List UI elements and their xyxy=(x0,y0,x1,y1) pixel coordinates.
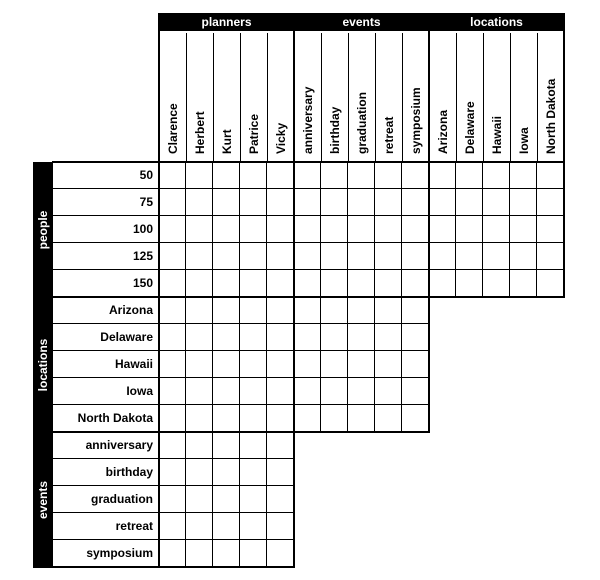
grid-cell[interactable] xyxy=(375,351,402,378)
column-label-text: graduation xyxy=(355,92,369,154)
column-label-text: symposium xyxy=(409,87,423,154)
grid-cell[interactable] xyxy=(213,216,240,243)
grid-cell[interactable] xyxy=(213,243,240,270)
grid-cell[interactable] xyxy=(267,270,294,297)
grid-cell[interactable] xyxy=(267,297,294,324)
grid-cell[interactable] xyxy=(429,270,456,297)
grid-cell[interactable] xyxy=(375,162,402,189)
grid-cell[interactable] xyxy=(510,189,537,216)
grid-cell[interactable] xyxy=(186,324,213,351)
grid-cell[interactable] xyxy=(159,243,186,270)
grid-cell[interactable] xyxy=(240,351,267,378)
grid-cell[interactable] xyxy=(240,270,267,297)
grid-cell[interactable] xyxy=(456,189,483,216)
grid-cell[interactable] xyxy=(537,189,564,216)
grid-cell[interactable] xyxy=(159,216,186,243)
grid-cell[interactable] xyxy=(267,324,294,351)
row-group-title: people xyxy=(36,210,50,249)
row-label-arizona: Arizona xyxy=(108,303,153,317)
grid-cell[interactable] xyxy=(375,378,402,405)
row-label-delaware: Delaware xyxy=(100,330,153,344)
grid-cell[interactable] xyxy=(267,162,294,189)
grid-cell[interactable] xyxy=(213,405,240,432)
grid-cell[interactable] xyxy=(294,216,321,243)
grid-cell[interactable] xyxy=(213,297,240,324)
grid-cell[interactable] xyxy=(159,459,186,486)
block-divider xyxy=(563,161,565,297)
block-divider xyxy=(428,296,430,432)
column-label-divider xyxy=(456,33,457,162)
grid-cell[interactable] xyxy=(240,243,267,270)
block-divider xyxy=(158,296,160,432)
grid-cell[interactable] xyxy=(213,459,240,486)
row-group-title: events xyxy=(36,480,50,519)
row-label-100: 100 xyxy=(132,222,153,236)
grid-cell[interactable] xyxy=(159,270,186,297)
grid-cell[interactable] xyxy=(456,270,483,297)
grid-cell[interactable] xyxy=(429,162,456,189)
grid-cell[interactable] xyxy=(186,486,213,513)
row-label-hawaii: Hawaii xyxy=(114,357,153,371)
grid-cell[interactable] xyxy=(159,513,186,540)
grid-cell[interactable] xyxy=(348,405,375,432)
grid-cell[interactable] xyxy=(240,432,267,459)
grid-cell[interactable] xyxy=(240,162,267,189)
column-label-text: Arizona xyxy=(436,109,450,154)
grid-cell[interactable] xyxy=(213,324,240,351)
column-label-text: Clarence xyxy=(166,103,180,154)
grid-cell[interactable] xyxy=(294,405,321,432)
column-group-divider xyxy=(158,13,160,162)
column-label-divider xyxy=(510,33,511,162)
grid-cell[interactable] xyxy=(213,189,240,216)
grid-cell[interactable] xyxy=(159,351,186,378)
grid-cell[interactable] xyxy=(456,162,483,189)
grid-cell[interactable] xyxy=(159,324,186,351)
block-divider xyxy=(293,296,295,432)
row-group-title: locations xyxy=(36,338,50,391)
grid-cell[interactable] xyxy=(240,459,267,486)
grid-cell[interactable] xyxy=(159,405,186,432)
grid-cell[interactable] xyxy=(240,540,267,567)
grid-cell[interactable] xyxy=(213,270,240,297)
grid-cell[interactable] xyxy=(294,162,321,189)
row-label-north-dakota: North Dakota xyxy=(77,411,153,425)
grid-cell[interactable] xyxy=(483,270,510,297)
row-label-left-border xyxy=(52,161,53,567)
block-divider xyxy=(158,431,160,567)
grid-cell[interactable] xyxy=(267,459,294,486)
grid-cell[interactable] xyxy=(321,351,348,378)
row-label-anniversary: anniversary xyxy=(85,438,153,452)
column-label-text: Patrice xyxy=(247,113,261,154)
grid-cell[interactable] xyxy=(267,513,294,540)
grid-cell[interactable] xyxy=(186,297,213,324)
grid-cell[interactable] xyxy=(402,189,429,216)
grid-cell[interactable] xyxy=(267,351,294,378)
grid-cell[interactable] xyxy=(348,297,375,324)
grid-cell[interactable] xyxy=(186,162,213,189)
grid-cell[interactable] xyxy=(348,378,375,405)
grid-cell[interactable] xyxy=(402,378,429,405)
grid-cell[interactable] xyxy=(186,459,213,486)
column-label-text: retreat xyxy=(382,116,396,154)
grid-cell[interactable] xyxy=(159,189,186,216)
grid-cell[interactable] xyxy=(429,216,456,243)
grid-cell[interactable] xyxy=(240,486,267,513)
grid-cell[interactable] xyxy=(213,540,240,567)
grid-cell[interactable] xyxy=(348,324,375,351)
grid-cell[interactable] xyxy=(267,540,294,567)
grid-cell[interactable] xyxy=(267,243,294,270)
column-group-header-planners: planners xyxy=(159,13,294,31)
row-label-iowa: Iowa xyxy=(126,384,153,398)
grid-cell[interactable] xyxy=(321,162,348,189)
grid-cell[interactable] xyxy=(294,243,321,270)
grid-cell[interactable] xyxy=(294,378,321,405)
grid-cell[interactable] xyxy=(510,162,537,189)
grid-cell[interactable] xyxy=(159,432,186,459)
column-label-text: Iowa xyxy=(517,127,531,154)
column-label-divider xyxy=(537,33,538,162)
grid-cell[interactable] xyxy=(402,162,429,189)
column-label-text: Vicky xyxy=(274,122,288,154)
column-label-divider xyxy=(267,33,268,162)
grid-cell[interactable] xyxy=(375,324,402,351)
grid-cell[interactable] xyxy=(186,270,213,297)
grid-cell[interactable] xyxy=(321,243,348,270)
grid-cell[interactable] xyxy=(159,162,186,189)
grid-cell[interactable] xyxy=(159,297,186,324)
grid-cell[interactable] xyxy=(213,432,240,459)
grid-cell[interactable] xyxy=(240,189,267,216)
grid-cell[interactable] xyxy=(402,297,429,324)
row-group-divider xyxy=(53,431,294,433)
grid-cell[interactable] xyxy=(240,513,267,540)
grid-cell[interactable] xyxy=(159,540,186,567)
grid-cell[interactable] xyxy=(321,297,348,324)
grid-cell[interactable] xyxy=(483,216,510,243)
grid-cell[interactable] xyxy=(186,432,213,459)
grid-cell[interactable] xyxy=(375,216,402,243)
grid-cell[interactable] xyxy=(321,270,348,297)
column-label-divider xyxy=(321,33,322,162)
grid-cell[interactable] xyxy=(375,297,402,324)
grid-cell[interactable] xyxy=(483,189,510,216)
grid-cell[interactable] xyxy=(483,162,510,189)
grid-cell[interactable] xyxy=(348,216,375,243)
grid-cell[interactable] xyxy=(321,189,348,216)
grid-cell[interactable] xyxy=(186,216,213,243)
column-label-divider xyxy=(375,33,376,162)
column-group-divider xyxy=(293,13,295,162)
grid-cell[interactable] xyxy=(348,270,375,297)
row-label-graduation: graduation xyxy=(91,492,153,506)
block-divider xyxy=(158,161,160,297)
grid-cell[interactable] xyxy=(375,189,402,216)
grid-cell[interactable] xyxy=(321,378,348,405)
column-label-divider xyxy=(240,33,241,162)
grid-cell[interactable] xyxy=(159,378,186,405)
grid-cell[interactable] xyxy=(456,216,483,243)
grid-cell[interactable] xyxy=(240,405,267,432)
grid-cell[interactable] xyxy=(510,243,537,270)
row-group-divider xyxy=(53,296,429,298)
grid-cell[interactable] xyxy=(267,378,294,405)
grid-cell[interactable] xyxy=(294,324,321,351)
grid-cell[interactable] xyxy=(267,486,294,513)
grid-cell[interactable] xyxy=(267,432,294,459)
grid-cell[interactable] xyxy=(510,216,537,243)
column-group-divider xyxy=(428,13,430,162)
grid-cell[interactable] xyxy=(267,189,294,216)
grid-cell[interactable] xyxy=(240,324,267,351)
grid-cell[interactable] xyxy=(294,297,321,324)
grid-cell[interactable] xyxy=(402,216,429,243)
grid-cell[interactable] xyxy=(402,405,429,432)
block-divider xyxy=(293,161,295,297)
grid-cell[interactable] xyxy=(429,243,456,270)
grid-cell[interactable] xyxy=(375,243,402,270)
grid-cell[interactable] xyxy=(348,162,375,189)
grid-cell[interactable] xyxy=(321,216,348,243)
grid-cell[interactable] xyxy=(186,189,213,216)
column-label-divider xyxy=(348,33,349,162)
grid-cell[interactable] xyxy=(537,162,564,189)
grid-cell[interactable] xyxy=(456,243,483,270)
grid-cell[interactable] xyxy=(429,189,456,216)
grid-cell[interactable] xyxy=(402,243,429,270)
column-label-text: Kurt xyxy=(220,129,234,154)
column-group-header-locations: locations xyxy=(429,13,564,31)
column-label-divider xyxy=(186,33,187,162)
column-label-text: birthday xyxy=(328,106,342,154)
grid-cell[interactable] xyxy=(186,405,213,432)
grid-cell[interactable] xyxy=(375,270,402,297)
row-label-symposium: symposium xyxy=(86,546,153,560)
grid-cell[interactable] xyxy=(348,351,375,378)
grid-cell[interactable] xyxy=(186,378,213,405)
row-group-header-people xyxy=(33,162,53,297)
grid-cell[interactable] xyxy=(186,513,213,540)
grid-cell[interactable] xyxy=(483,243,510,270)
row-group-header-events xyxy=(33,432,53,567)
grid-cell[interactable] xyxy=(321,405,348,432)
row-label-retreat: retreat xyxy=(115,519,153,533)
grid-cell[interactable] xyxy=(240,297,267,324)
grid-cell[interactable] xyxy=(213,486,240,513)
grid-cell[interactable] xyxy=(267,405,294,432)
grid-cell[interactable] xyxy=(537,270,564,297)
grid-cell[interactable] xyxy=(213,162,240,189)
grid-cell[interactable] xyxy=(537,216,564,243)
column-label-text: Herbert xyxy=(193,111,207,154)
grid-cell[interactable] xyxy=(294,189,321,216)
grid-cell[interactable] xyxy=(213,513,240,540)
grid-cell[interactable] xyxy=(240,216,267,243)
column-label-divider xyxy=(402,33,403,162)
grid-cell[interactable] xyxy=(402,324,429,351)
row-label-150: 150 xyxy=(132,276,153,290)
grid-cell[interactable] xyxy=(348,189,375,216)
column-group-divider xyxy=(563,13,565,162)
row-label-birthday: birthday xyxy=(105,465,153,479)
row-label-125: 125 xyxy=(132,249,153,263)
column-group-header-events: events xyxy=(294,13,429,31)
grid-cell[interactable] xyxy=(213,351,240,378)
column-label-text: Delaware xyxy=(463,101,477,154)
row-label-50: 50 xyxy=(139,168,153,182)
block-divider xyxy=(428,161,430,297)
grid-cell[interactable] xyxy=(186,351,213,378)
grid-cell[interactable] xyxy=(537,243,564,270)
column-label-text: anniversary xyxy=(301,86,315,154)
grid-cell[interactable] xyxy=(402,351,429,378)
grid-cell[interactable] xyxy=(321,324,348,351)
column-label-text: Hawaii xyxy=(490,115,504,154)
grid-cell[interactable] xyxy=(186,243,213,270)
block-divider xyxy=(293,431,295,567)
column-label-divider xyxy=(483,33,484,162)
column-label-text: North Dakota xyxy=(544,78,558,154)
grid-cell[interactable] xyxy=(213,378,240,405)
grid-cell[interactable] xyxy=(294,270,321,297)
grid-cell[interactable] xyxy=(402,270,429,297)
grid-cell[interactable] xyxy=(186,540,213,567)
row-label-75: 75 xyxy=(139,195,153,209)
row-group-divider xyxy=(33,566,295,568)
grid-cell[interactable] xyxy=(294,351,321,378)
grid-cell[interactable] xyxy=(348,243,375,270)
grid-cell[interactable] xyxy=(375,405,402,432)
grid-cell[interactable] xyxy=(267,216,294,243)
grid-cell[interactable] xyxy=(510,270,537,297)
grid-cell[interactable] xyxy=(240,378,267,405)
row-group-divider xyxy=(53,161,564,163)
row-group-header-locations xyxy=(33,297,53,432)
column-label-divider xyxy=(213,33,214,162)
grid-cell[interactable] xyxy=(159,486,186,513)
